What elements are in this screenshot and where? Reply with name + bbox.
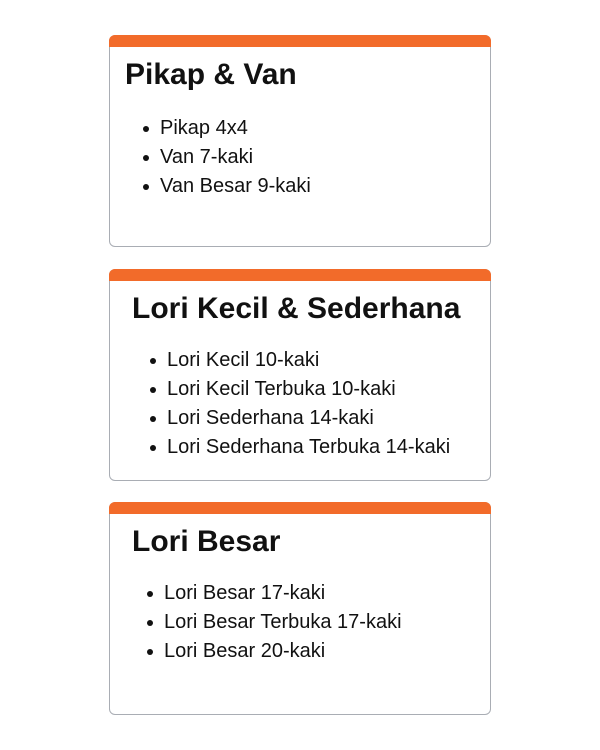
list-item: Lori Kecil 10-kaki — [167, 346, 450, 375]
list-item: Van 7-kaki — [160, 143, 311, 172]
card-title: Lori Besar — [132, 525, 281, 558]
card-title: Pikap & Van — [125, 58, 297, 91]
vehicle-list — [164, 579, 402, 666]
card-title: Lori Kecil & Sederhana — [132, 292, 461, 325]
category-card-large-truck — [109, 502, 491, 715]
vehicle-list — [160, 114, 311, 201]
list-item: Lori Besar 20-kaki — [164, 637, 402, 666]
list-item: Lori Sederhana 14-kaki — [167, 404, 450, 433]
list-item: Van Besar 9-kaki — [160, 172, 311, 201]
card-accent-bar — [109, 502, 491, 514]
list-item: Lori Besar 17-kaki — [164, 579, 402, 608]
list-item: Lori Kecil Terbuka 10-kaki — [167, 375, 450, 404]
category-card-small-medium-truck — [109, 269, 491, 481]
list-item: Lori Sederhana Terbuka 14-kaki — [167, 433, 450, 462]
list-item: Lori Besar Terbuka 17-kaki — [164, 608, 402, 637]
card-accent-bar — [109, 269, 491, 281]
category-card-pickup-van — [109, 35, 491, 247]
card-accent-bar — [109, 35, 491, 47]
vehicle-list — [167, 346, 450, 462]
list-item: Pikap 4x4 — [160, 114, 311, 143]
